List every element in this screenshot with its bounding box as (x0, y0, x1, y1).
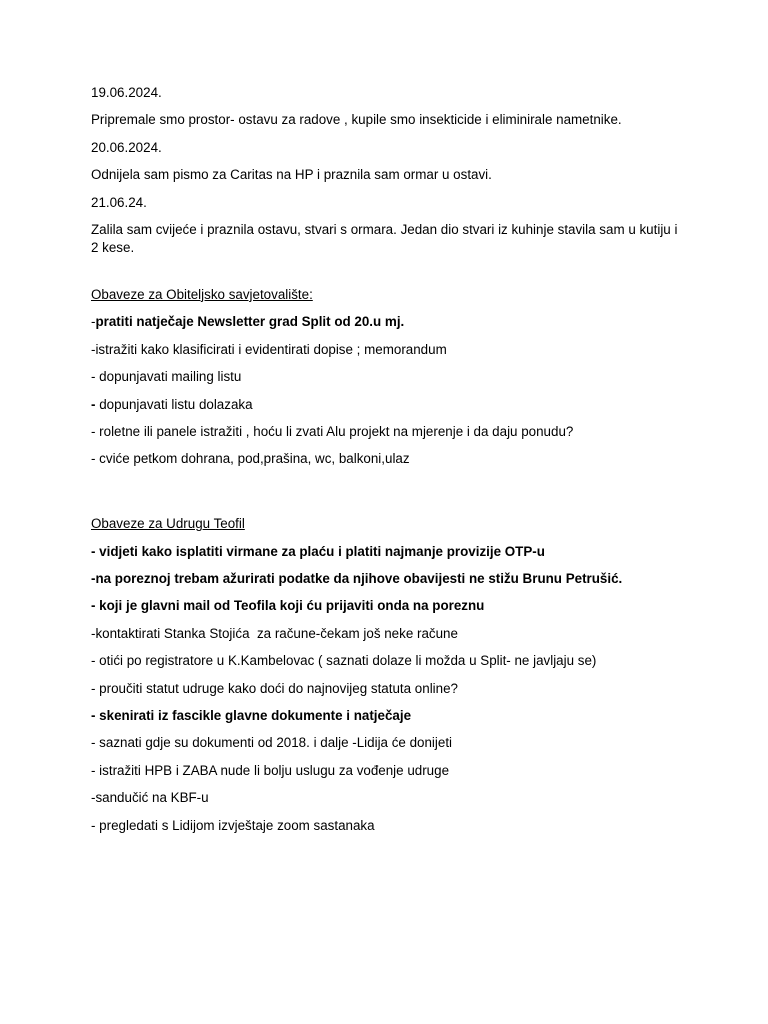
list-item (91, 313, 681, 331)
section-heading-obiteljsko: Obaveze za Obiteljsko savjetovalište: (91, 286, 313, 302)
section-heading-teofil: Obaveze za Udrugu Teofil (91, 516, 245, 532)
list-item-text: dopunjavati listu dolazaka (95, 396, 253, 412)
list-item: -kontaktirati Stanka Stojića za račune-čekam još neke račune (91, 625, 458, 641)
list-item: - dopunjavati mailing listu (91, 369, 242, 385)
list-item: - skenirati iz fascikle glavne dokumente i natječaje (91, 708, 412, 724)
list-item: - roletne ili panele istražiti , hoću li zvati Alu projekt na mjerenje i da daju ponudu? (91, 423, 574, 439)
list-item: - istražiti HPB i ZABA nude li bolju uslugu za vođenje udruge (91, 762, 450, 778)
journal-entry: Odnijela sam pismo za Caritas na HP i praznila sam ormar u ostavi. (91, 167, 492, 183)
list-item: - cviće petkom dohrana, pod,prašina, wc, balkoni,ulaz (91, 451, 410, 467)
journal-date: 20.06.2024. (91, 139, 162, 155)
list-item: - otići po registratore u K.Kambelovac ( saznati dolaze li možda u Split- ne javljaju se) (91, 653, 597, 669)
list-item: -istražiti kako klasificirati i evidentirati dopise ; memorandum (91, 341, 447, 357)
list-item: - pregledati s Lidijom izvještaje zoom sastanaka (91, 817, 375, 833)
journal-date: 19.06.2024. (91, 85, 162, 100)
list-item: -sandučić na KBF-u (91, 790, 209, 806)
list-item (91, 396, 681, 414)
journal-entry: Pripremale smo prostor- ostavu za radove , kupile smo insekticide i eliminirale nametnike. (91, 112, 622, 128)
list-item: - koji je glavni mail od Teofila koji ću prijaviti onda na poreznu (91, 598, 485, 614)
list-item-text: pratiti natječaje Newsletter grad Split od 20.u mj. (95, 314, 405, 330)
list-item: - saznati gdje su dokumenti od 2018. i dalje -Lidija će donijeti (91, 735, 453, 751)
list-item: -na poreznoj trebam ažurirati podatke da njihove obavijesti ne stižu Brunu Petrušić. (91, 571, 623, 587)
journal-date: 21.06.24. (91, 194, 147, 210)
list-item: - proučiti statut udruge kako doći do najnovijeg statuta online? (91, 680, 458, 696)
list-item: - vidjeti kako isplatiti virmane za plaću i platiti najmanje provizije OTP-u (91, 543, 545, 559)
journal-entry: Zalila sam cvijeće i praznila ostavu, stvari s ormara. Jedan dio stvari iz kuhinje stavila sam u kutiju i 2 kese. (91, 221, 682, 255)
list-item-prefix: - (91, 396, 96, 412)
document-page (91, 84, 681, 844)
list-item-prefix: - (91, 314, 96, 330)
